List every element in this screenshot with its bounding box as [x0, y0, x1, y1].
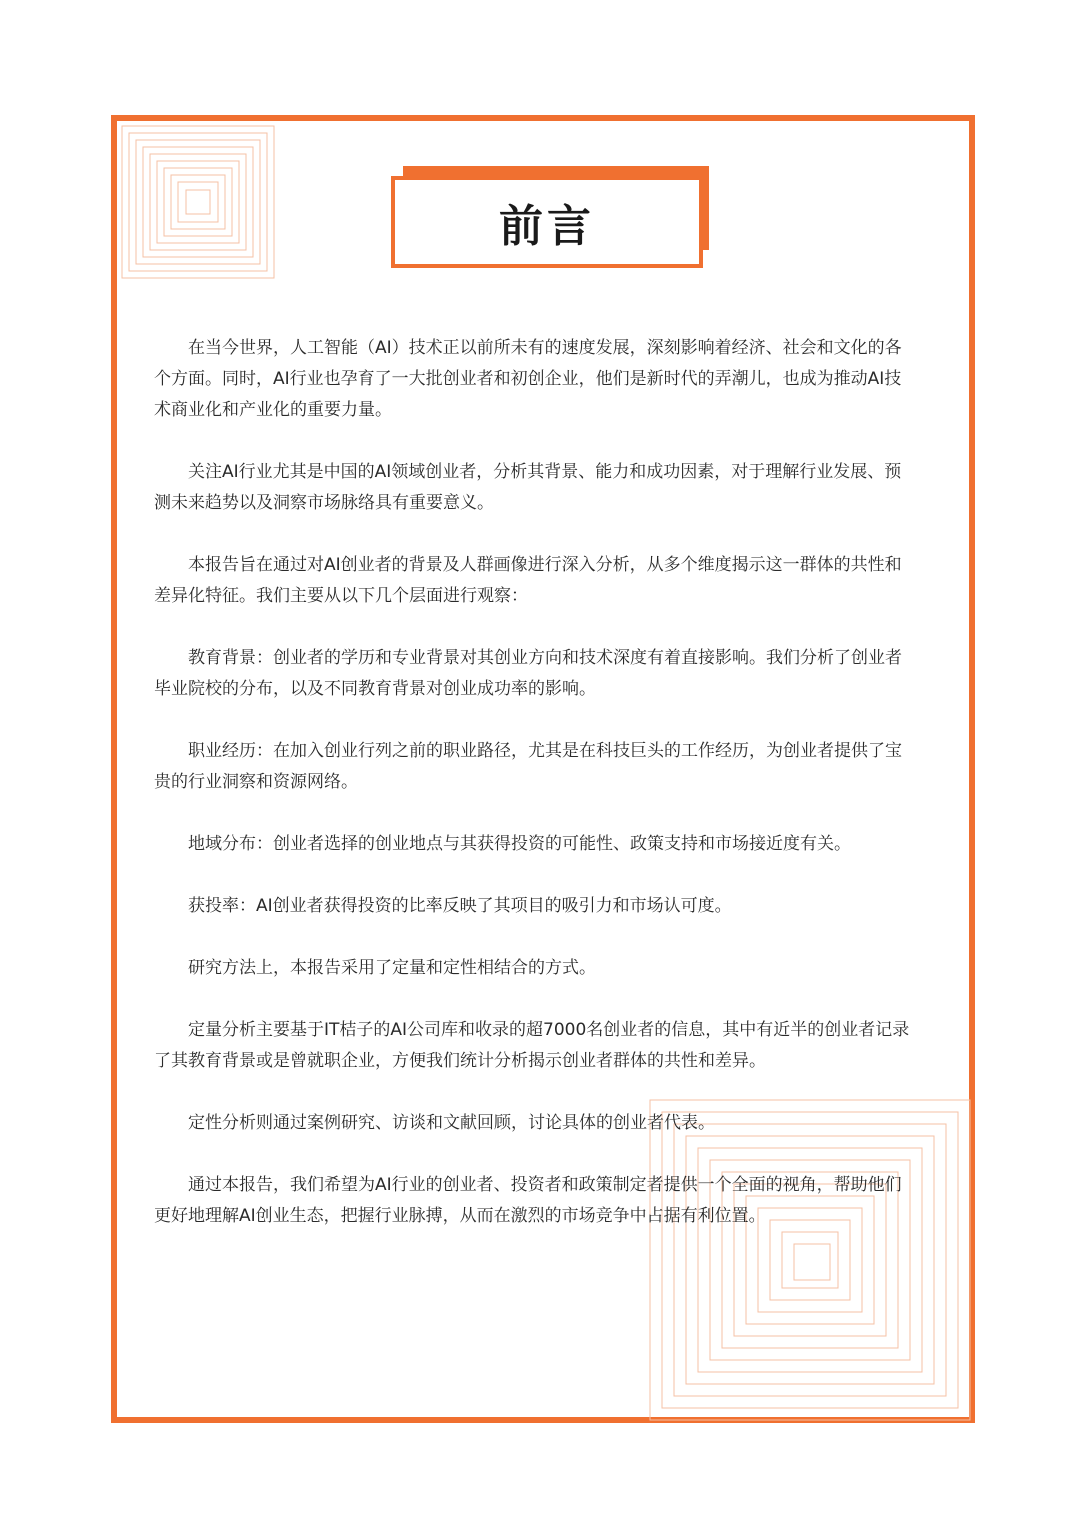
- paragraph-education: 教育背景：创业者的学历和专业背景对其创业方向和技术深度有着直接影响。我们分析了创业者毕业院校的分布，以及不同教育背景对创业成功率的影响。: [154, 648, 902, 699]
- paragraph-intro: 在当今世界，人工智能（AI）技术正以前所未有的速度发展，深刻影响着经济、社会和文化的各个方面。同时，AI行业也孕育了一大批创业者和初创企业，他们是新时代的弄潮儿，也成为推动AI技术商业化和产业化的重要力量。: [154, 338, 902, 420]
- title-box: [391, 176, 703, 268]
- paragraph-investment-rate: 获投率：AI创业者获得投资的比率反映了其项目的吸引力和市场认可度。: [188, 896, 732, 916]
- paragraph-qualitative: 定性分析则通过案例研究、访谈和文献回顾，讨论具体的创业者代表。: [188, 1113, 715, 1133]
- paragraph-conclusion: 通过本报告，我们希望为AI行业的创业者、投资者和政策制定者提供一个全面的视角，帮助他们更好地理解AI创业生态，把握行业脉搏，从而在激烈的市场竞争中占据有利位置。: [154, 1175, 902, 1226]
- body-text: [154, 333, 918, 1232]
- paragraph-quantitative: 定量分析主要基于IT桔子的AI公司库和收录的超7000名创业者的信息，其中有近半的创业者记录了其教育背景或是曾就职企业，方便我们统计分析揭示创业者群体的共性和差异。: [154, 1020, 910, 1071]
- page-title: 前言: [499, 201, 595, 252]
- paragraph-purpose: 本报告旨在通过对AI创业者的背景及人群画像进行深入分析，从多个维度揭示这一群体的共性和差异化特征。我们主要从以下几个层面进行观察：: [154, 555, 902, 606]
- paragraph-method: 研究方法上，本报告采用了定量和定性相结合的方式。: [188, 958, 596, 978]
- paragraph-focus: 关注AI行业尤其是中国的AI领域创业者，分析其背景、能力和成功因素，对于理解行业发展、预测未来趋势以及洞察市场脉络具有重要意义。: [154, 462, 902, 513]
- paragraph-career: 职业经历：在加入创业行列之前的职业路径，尤其是在科技巨头的工作经历，为创业者提供了宝贵的行业洞察和资源网络。: [154, 741, 902, 792]
- paragraph-region: 地域分布：创业者选择的创业地点与其获得投资的可能性、政策支持和市场接近度有关。: [188, 834, 851, 854]
